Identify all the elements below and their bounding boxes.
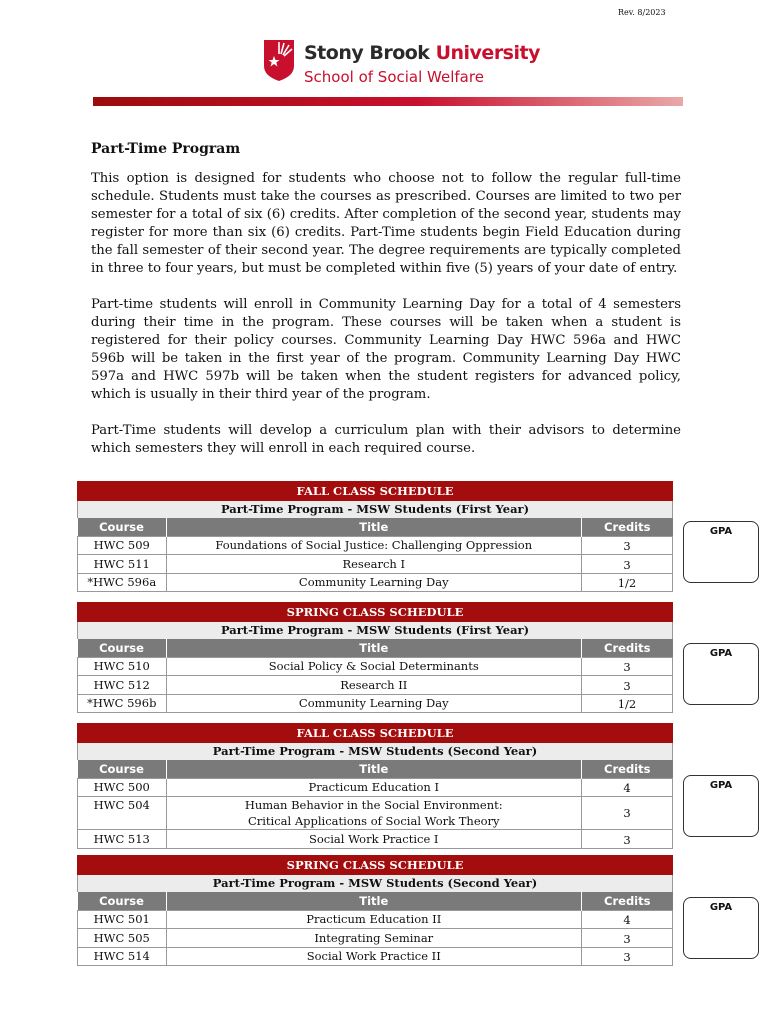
- schedule-table-fall-year2: [77, 723, 673, 849]
- table-row: [78, 947, 673, 966]
- schedule-subtitle: Part-Time Program - MSW Students (Second Year): [78, 742, 673, 760]
- revision-date: Rev. 8/2023: [618, 8, 666, 17]
- table-row: [78, 694, 673, 713]
- gpa-field[interactable]: [683, 643, 759, 705]
- schedule-title: SPRING CLASS SCHEDULE: [78, 603, 673, 622]
- course-code: *HWC 596a: [78, 573, 167, 592]
- course-title: Social Policy & Social Determinants: [166, 657, 582, 676]
- schedule-title: FALL CLASS SCHEDULE: [78, 724, 673, 743]
- course-title: Community Learning Day: [166, 694, 582, 713]
- schedule-subtitle: Part-Time Program - MSW Students (Second Year): [78, 874, 673, 892]
- university-name: [304, 42, 540, 64]
- schedule-title: FALL CLASS SCHEDULE: [78, 482, 673, 501]
- course-code: HWC 500: [78, 778, 167, 797]
- gpa-label: GPA: [709, 780, 733, 791]
- intro-paragraph-1: This option is designed for students who choose not to follow the regular full-time schedule. Students must take the courses as prescribed. Courses are limited to two per semester for a total of six (6) credits. After completion of the second year, students may register for more than six (6) credits. Part-Time students begin Field Education during the fall semester of their second year. The degree requirements are typically completed in three to four years, but must be completed within five (5) years of your date of entry.: [91, 171, 681, 276]
- intro-paragraph-2: Part-time students will enroll in Community Learning Day for a total of 4 semesters during their time in the program. These courses will be taken when a student is registered for their policy courses. Community Learning Day HWC 596a and HWC 596b will be taken in the first year of the program. Community Learning Day HWC 597a and HWC 597b will be taken when the student registers for advanced policy, which is usually in their third year of the program.: [91, 297, 681, 402]
- course-credits: 1/2: [582, 694, 673, 713]
- course-credits: 4: [582, 910, 673, 929]
- column-header-title: Title: [166, 760, 582, 778]
- table-row: [78, 929, 673, 948]
- university-name-part1: Stony Brook: [304, 42, 430, 64]
- course-credits: 3: [582, 676, 673, 695]
- course-code: HWC 513: [78, 830, 167, 849]
- university-logo: [262, 36, 540, 96]
- gpa-field[interactable]: [683, 521, 759, 583]
- course-title-line-2: Critical Applications of Social Work Theory: [247, 814, 500, 828]
- course-code: HWC 512: [78, 676, 167, 695]
- course-code: HWC 509: [78, 536, 167, 555]
- course-title: Social Work Practice II: [166, 947, 582, 966]
- column-header-credits: Credits: [582, 760, 673, 778]
- course-title: Research II: [166, 676, 582, 695]
- course-title: [166, 797, 582, 830]
- column-header-credits: Credits: [582, 639, 673, 657]
- course-title: Research I: [166, 555, 582, 574]
- course-code: HWC 505: [78, 929, 167, 948]
- course-title: Practicum Education I: [166, 778, 582, 797]
- course-title: Foundations of Social Justice: Challenging Oppression: [166, 536, 582, 555]
- column-header-course: Course: [78, 639, 167, 657]
- course-credits: 3: [582, 555, 673, 574]
- schedule-table-fall-year1: [77, 481, 673, 592]
- table-row: [78, 676, 673, 695]
- schedule-table-spring-year1: [77, 602, 673, 713]
- column-header-title: Title: [166, 639, 582, 657]
- course-title-line-1: Human Behavior in the Social Environment:: [244, 798, 503, 812]
- course-credits: 3: [582, 947, 673, 966]
- intro-section: [91, 140, 681, 476]
- table-row: [78, 778, 673, 797]
- course-credits: 1/2: [582, 573, 673, 592]
- school-name: School of Social Welfare: [304, 68, 484, 86]
- gpa-label: GPA: [709, 902, 733, 913]
- table-row: [78, 830, 673, 849]
- course-title: Integrating Seminar: [166, 929, 582, 948]
- column-header-course: Course: [78, 518, 167, 536]
- column-header-credits: Credits: [582, 892, 673, 910]
- course-credits: 3: [582, 536, 673, 555]
- course-title: Community Learning Day: [166, 573, 582, 592]
- gpa-field[interactable]: [683, 775, 759, 837]
- course-code: HWC 510: [78, 657, 167, 676]
- course-code: HWC 514: [78, 947, 167, 966]
- course-code: HWC 511: [78, 555, 167, 574]
- course-credits: 3: [582, 830, 673, 849]
- course-credits: 4: [582, 778, 673, 797]
- column-header-course: Course: [78, 760, 167, 778]
- column-header-course: Course: [78, 892, 167, 910]
- course-code: *HWC 596b: [78, 694, 167, 713]
- course-title: Practicum Education II: [166, 910, 582, 929]
- table-row: [78, 555, 673, 574]
- column-header-title: Title: [166, 518, 582, 536]
- schedule-subtitle: Part-Time Program - MSW Students (First Year): [78, 500, 673, 518]
- course-credits: 3: [582, 929, 673, 948]
- column-header-credits: Credits: [582, 518, 673, 536]
- gpa-label: GPA: [709, 648, 733, 659]
- gpa-label: GPA: [709, 526, 733, 537]
- table-row: [78, 573, 673, 592]
- table-row: [78, 797, 673, 830]
- course-code: HWC 504: [78, 797, 167, 830]
- column-header-title: Title: [166, 892, 582, 910]
- course-credits: 3: [582, 797, 673, 830]
- table-row: [78, 657, 673, 676]
- table-row: [78, 910, 673, 929]
- schedule-table-spring-year2: [77, 855, 673, 966]
- course-credits: 3: [582, 657, 673, 676]
- course-title: Social Work Practice I: [166, 830, 582, 849]
- table-row: [78, 536, 673, 555]
- schedule-subtitle: Part-Time Program - MSW Students (First Year): [78, 621, 673, 639]
- course-code: HWC 501: [78, 910, 167, 929]
- intro-paragraph-3: Part-Time students will develop a curriculum plan with their advisors to determine which semesters they will enroll in each required course.: [91, 423, 681, 456]
- gpa-field[interactable]: [683, 897, 759, 959]
- section-heading: Part-Time Program: [91, 141, 241, 157]
- schedule-title: SPRING CLASS SCHEDULE: [78, 856, 673, 875]
- header-divider: [93, 97, 683, 106]
- university-name-part2: University: [435, 42, 540, 64]
- seal-icon: [262, 36, 296, 82]
